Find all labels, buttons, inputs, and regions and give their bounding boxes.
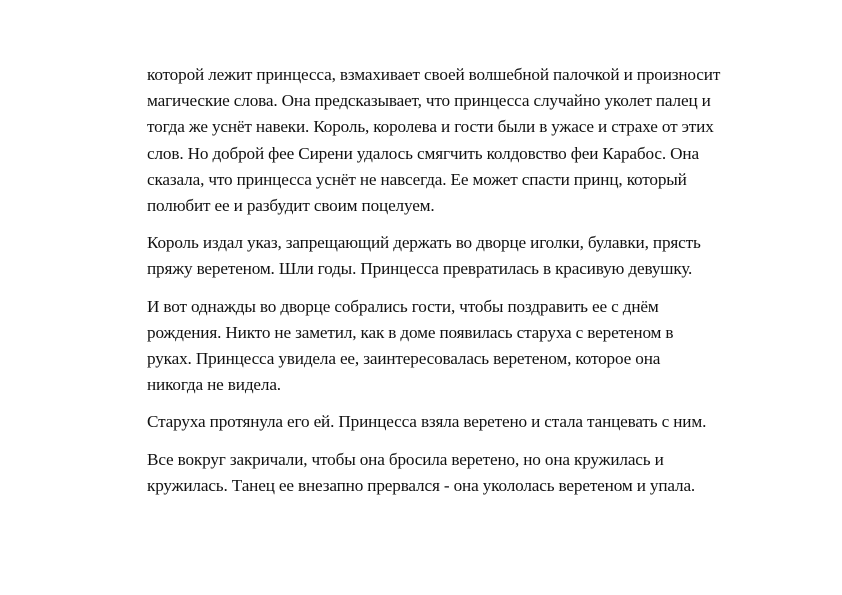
text-line: магические слова. Она предсказывает, что принцесса случайно уколет палец и — [147, 91, 711, 111]
text-line: никогда не видела. — [147, 375, 281, 395]
text-line: тогда же уснёт навеки. Король, королева и гости были в ужасе и страхе от этих — [147, 117, 714, 137]
text-line: Старуха протянула его ей. Принцесса взяла веретено и стала танцевать с ним. — [147, 412, 707, 432]
paragraph-old-woman — [147, 409, 767, 435]
text-line: Все вокруг закричали, чтобы она бросила веретено, но она кружилась и — [147, 449, 664, 469]
text-line: руках. Принцесса увидела ее, заинтересовалась веретеном, которое она — [147, 349, 661, 369]
text-line: полюбит ее и разбудит своим поцелуем. — [147, 196, 435, 216]
paragraph-princess-falls — [147, 447, 767, 499]
paragraph-birthday — [147, 294, 767, 399]
text-line: сказала, что принцесса уснёт не навсегда. Ее может спасти принц, который — [147, 169, 687, 189]
text-line: которой лежит принцесса, взмахивает своей волшебной палочкой и произносит — [147, 65, 721, 84]
paragraph-fairy-curse — [147, 62, 767, 219]
text-line: рождения. Никто не заметил, как в доме появилась старуха с веретеном в — [147, 322, 674, 342]
text-line: И вот однажды во дворце собрались гости, чтобы поздравить ее с днём — [147, 296, 659, 316]
text-line: Король издал указ, запрещающий держать во дворце иголки, булавки, прясть — [147, 233, 701, 253]
text-line: слов. Но доброй фее Сирени удалось смягчить колдовство феи Карабос. Она — [147, 143, 699, 163]
paragraph-king-decree — [147, 230, 767, 282]
text-line: пряжу веретеном. Шли годы. Принцесса превратилась в красивую девушку. — [147, 259, 693, 279]
text-line: кружилась. Танец ее внезапно прервался - она укололась веретеном и упала. — [147, 475, 696, 495]
story-text — [147, 62, 767, 510]
